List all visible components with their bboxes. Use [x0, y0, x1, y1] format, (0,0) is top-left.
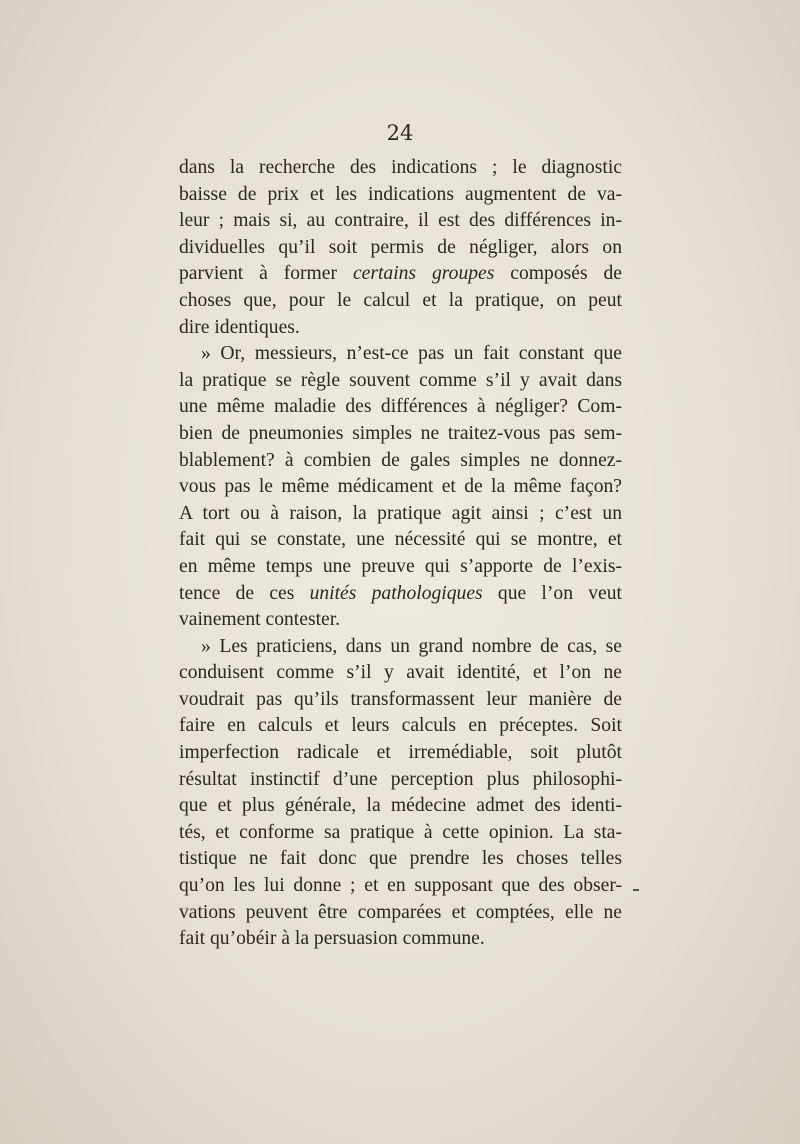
italic-phrase: certains groupes	[352, 263, 495, 285]
text-line	[179, 261, 622, 288]
text-line: dividuelles qu’il soit permis de négliger, alors on	[179, 236, 622, 258]
italic-phrase: unités pathologiques	[309, 582, 483, 604]
text-line: choses que, pour le calcul et la pratique, on peut	[179, 289, 622, 311]
text-segment: tence de ces	[179, 582, 310, 604]
text-line: dire identiques.	[179, 316, 300, 338]
text-segment: que l’on veut	[482, 582, 622, 604]
text-line: résultat instinctif d’une perception plus philosophi-	[179, 768, 622, 790]
text-line: vous pas le même médicament et de la même façon?	[179, 476, 622, 498]
text-line: tistique ne fait donc que prendre les choses telles	[179, 848, 622, 870]
text-line: imperfection radicale et irremédiable, soit plutôt	[179, 742, 622, 764]
body-text	[179, 155, 622, 953]
text-line: vainement contester.	[179, 609, 341, 631]
text-line: bien de pneumonies simples ne traitez-vous pas sem-	[179, 422, 622, 444]
text-line: » Les praticiens, dans un grand nombre de cas, se	[201, 635, 622, 657]
text-line: en même temps une preuve qui s’apporte de l’exis-	[179, 555, 622, 577]
text-line: A tort ou à raison, la pratique agit ainsi ; c’est un	[179, 502, 622, 524]
text-line: blablement? à combien de gales simples ne donnez-	[179, 449, 622, 471]
paragraph	[179, 634, 622, 953]
text-line: une même maladie des différences à négliger? Com-	[179, 396, 622, 418]
text-line: conduisent comme s’il y avait identité, et l’on ne	[179, 662, 622, 684]
text-line: fait qu’obéir à la persuasion commune.	[179, 928, 485, 950]
text-line: faire en calculs et leurs calculs en préceptes. Soit	[179, 715, 622, 737]
text-line: vations peuvent être comparées et comptées, elle ne	[179, 901, 622, 923]
text-line: que et plus générale, la médecine admet des identi-	[179, 795, 622, 817]
paragraph	[179, 155, 622, 341]
margin-mark	[633, 889, 639, 891]
text-line: dans la recherche des indications ; le diagnostic	[179, 157, 622, 178]
text-line: la pratique se règle souvent comme s’il y avait dans	[179, 369, 622, 391]
text-segment: parvient à former	[179, 263, 353, 285]
paragraph	[179, 341, 622, 634]
text-line: qu’on les lui donne ; et en supposant que des obser-	[179, 875, 622, 897]
text-line	[179, 581, 622, 608]
text-segment: composés de	[494, 263, 622, 285]
text-line: » Or, messieurs, n’est-ce pas un fait constant que	[201, 343, 622, 365]
text-line: voudrait pas qu’ils transformassent leur manière de	[179, 688, 622, 710]
text-line: baisse de prix et les indications augmentent de va-	[179, 183, 622, 205]
text-line: leur ; mais si, au contraire, il est des différences in-	[179, 210, 622, 232]
text-line: tés, et conforme sa pratique à cette opinion. La sta-	[179, 821, 622, 843]
page-number: 24	[386, 121, 414, 145]
text-line: fait qui se constate, une nécessité qui se montre, et	[179, 529, 622, 551]
